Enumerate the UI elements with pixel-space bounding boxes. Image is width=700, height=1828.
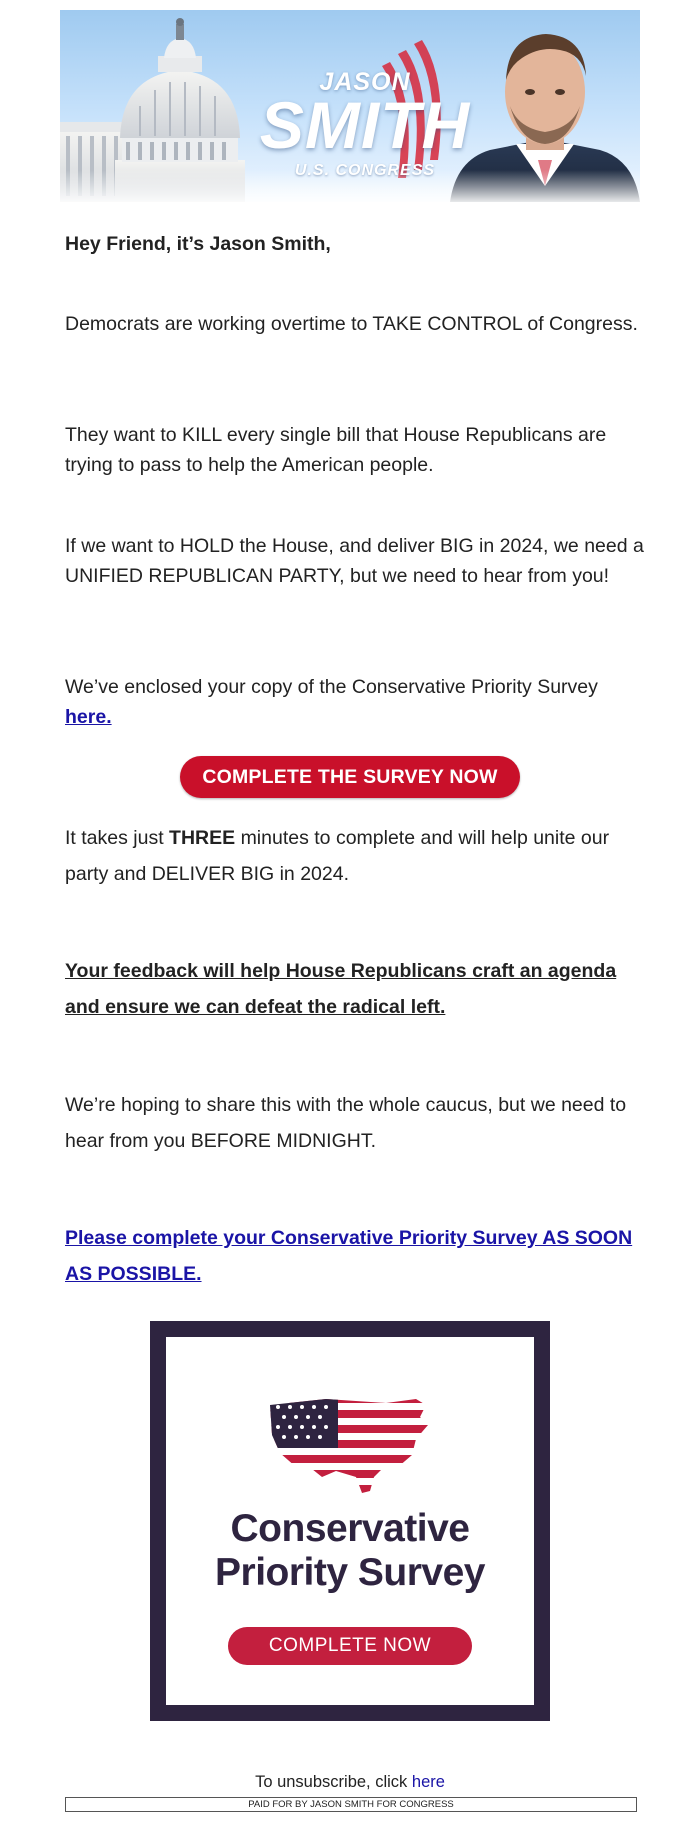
survey-graphic[interactable] [150, 1321, 550, 1721]
survey-enclosed-text: We’ve enclosed your copy of the Conservative Priority Survey [65, 676, 598, 698]
paragraph-asap [65, 1220, 645, 1292]
unsubscribe-line [0, 1772, 700, 1792]
paragraph-hold-house: If we want to HOLD the House, and deliver BIG in 2024, we need a UNIFIED REPUBLICAN PARTY, but we need to hear from you! [65, 535, 644, 587]
three-minutes-post: minutes to complete and will help unite our party and DELIVER BIG in 2024. [65, 827, 610, 885]
paragraph-before-midnight: We’re hoping to share this with the whole caucus, but we need to hear from you BEFORE MIDNIGHT. [65, 1094, 627, 1152]
paid-for-disclaimer: PAID FOR BY JASON SMITH FOR CONGRESS [65, 1797, 637, 1812]
paragraph-survey-enclosed [65, 672, 645, 732]
paragraph-kill-bills: They want to KILL every single bill that House Republicans are trying to pass to help the American people. [65, 424, 607, 476]
survey-title-line1: Conservative [230, 1507, 470, 1550]
paragraph-three-minutes [65, 820, 645, 892]
banner-first-name: JASON [319, 68, 411, 96]
complete-survey-button[interactable]: COMPLETE THE SURVEY NOW [180, 756, 520, 798]
banner-office: U.S. CONGRESS [294, 162, 436, 179]
three-minutes-pre: It takes just [65, 827, 164, 849]
complete-now-button[interactable]: COMPLETE NOW [228, 1627, 472, 1665]
three-minutes-bold: THREE [169, 827, 236, 849]
usa-flag-map-icon [266, 1395, 434, 1495]
unsubscribe-text: To unsubscribe, click [255, 1773, 408, 1791]
paragraph-feedback-agenda: Your feedback will help House Republicans craft an agenda and ensure we can defeat the radical left. [65, 960, 617, 1018]
complete-survey-asap-link[interactable]: Please complete your Conservative Priority Survey AS SOON AS POSSIBLE. [65, 1227, 633, 1285]
greeting: Hey Friend, it’s Jason Smith, [65, 233, 331, 255]
paragraph-take-control: Democrats are working overtime to TAKE CONTROL of Congress. [65, 313, 638, 335]
survey-graphic-inner [166, 1337, 534, 1705]
survey-title-line2: Priority Survey [215, 1551, 485, 1594]
unsubscribe-link[interactable]: here [411, 1773, 445, 1791]
header-banner[interactable] [60, 10, 640, 202]
survey-here-link[interactable]: here. [65, 706, 112, 728]
banner-last-name: SMITH [259, 88, 471, 162]
